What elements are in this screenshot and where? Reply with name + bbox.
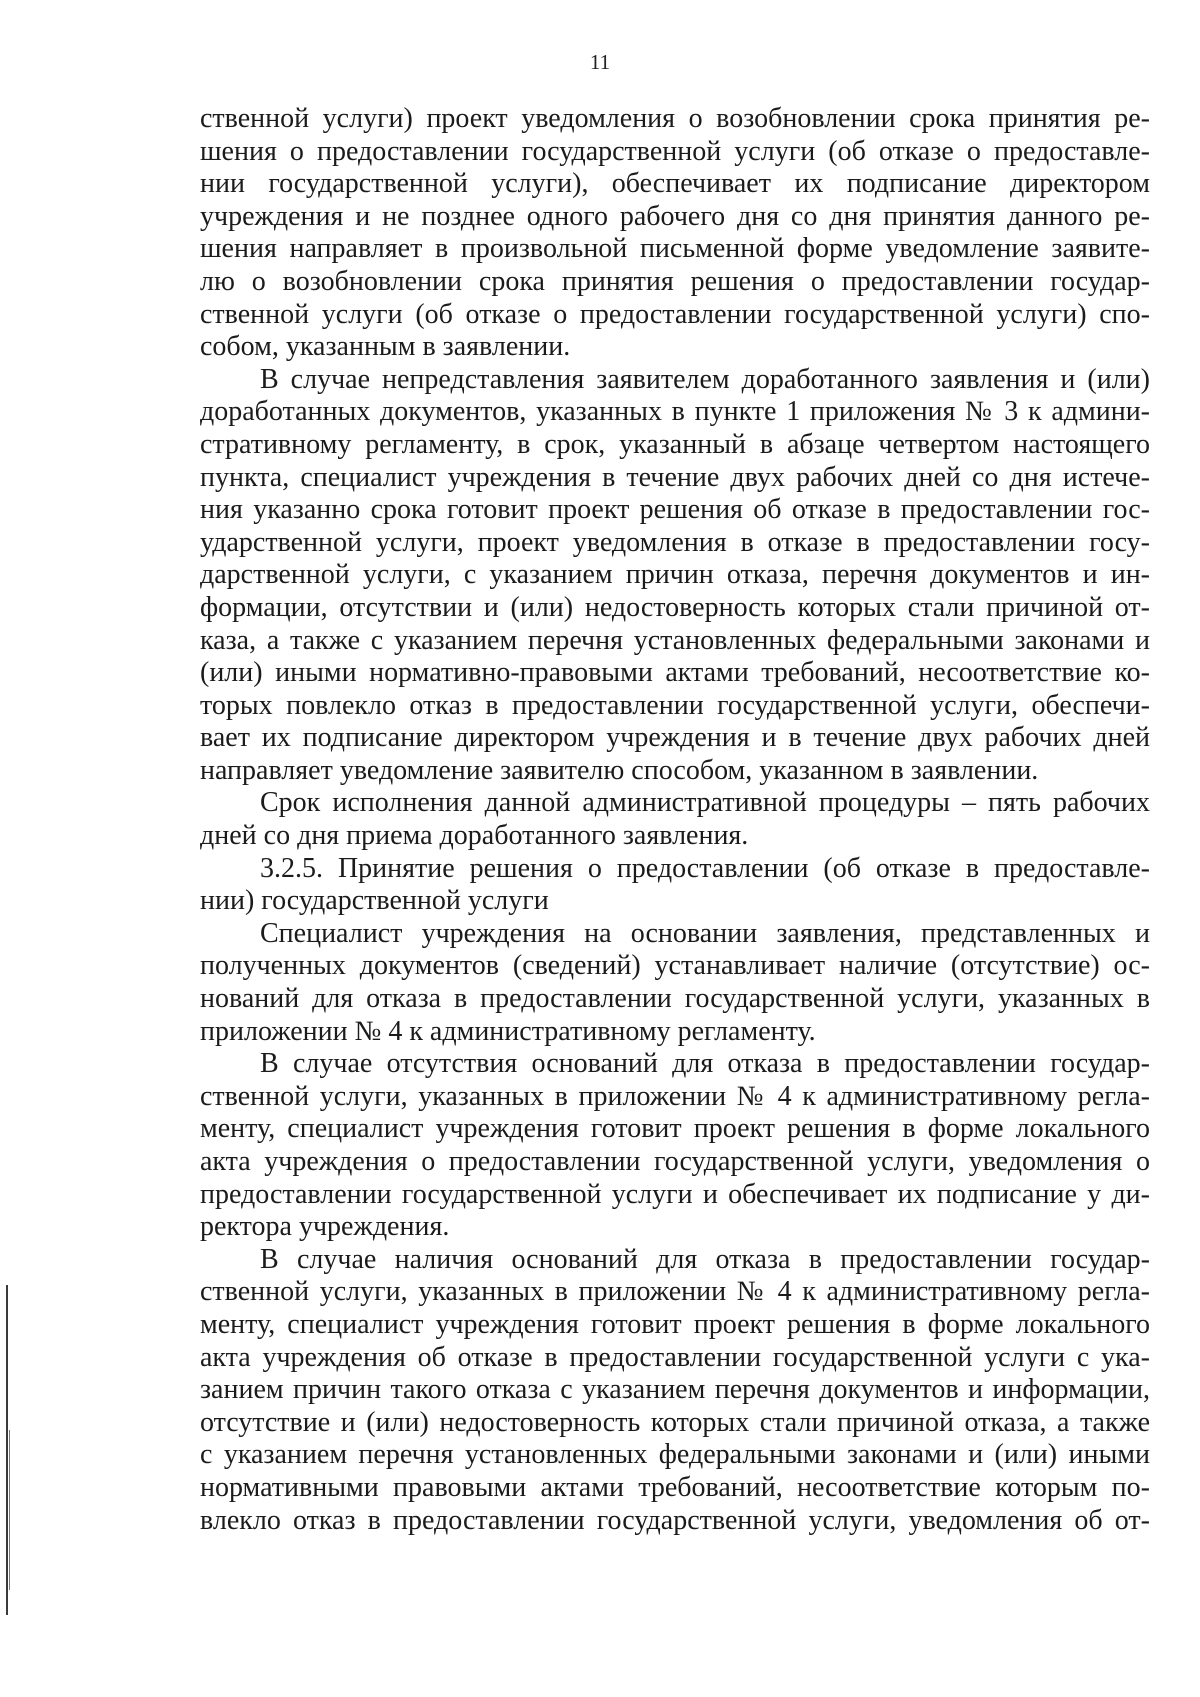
text-line: дарственной услуги, с указанием причин отказа, перечня документов и ин- xyxy=(200,559,1150,591)
text-line: ния указанно срока готовит проект решения об отказе в предоставлении гос- xyxy=(200,494,1150,526)
text-line: нии государственной услуги), обеспечивает их подписание директором xyxy=(200,168,1150,200)
text-line: ственной услуги) проект уведомления о возобновлении срока принятия ре- xyxy=(200,103,1150,134)
text-line: шения направляет в произвольной письменной форме уведомление заявите- xyxy=(200,233,1150,265)
text-line: каза, а также с указанием перечня установленных федеральными законами и xyxy=(200,624,1150,656)
text-line: шения о предоставлении государственной услуги (об отказе о предоставле- xyxy=(200,135,1150,167)
text-line: акта учреждения об отказе в предоставлении государственной услуги с ука- xyxy=(200,1341,1150,1373)
text-line: занием причин такого отказа с указанием перечня документов и информации, xyxy=(200,1374,1150,1406)
text-line: 3.2.5. Принятие решения о предоставлении (об отказе в предоставле- xyxy=(260,852,1150,884)
text-line: вает их подписание директором учреждения и в течение двух рабочих дней xyxy=(200,722,1150,754)
text-line: формации, отсутствии и (или) недостоверность которых стали причиной от- xyxy=(200,591,1150,623)
text-line: собом, указанным в заявлении. xyxy=(200,331,571,363)
text-line: ственной услуги, указанных в приложении № 4 к административному регла- xyxy=(200,1276,1150,1308)
page-number: 11 xyxy=(589,50,611,74)
text-line: приложении № 4 к административному регламенту. xyxy=(200,1015,816,1047)
text-line: нии) государственной услуги xyxy=(200,885,549,917)
text-line: предоставлении государственной услуги и обеспечивает их подписание у ди- xyxy=(200,1178,1150,1210)
text-line: акта учреждения о предоставлении государственной услуги, уведомления о xyxy=(200,1146,1150,1177)
text-line: ударственной услуги, проект уведомления в отказе в предоставлении госу- xyxy=(200,526,1150,558)
text-line: направляет уведомление заявителю способом, указанном в заявлении. xyxy=(200,754,1039,786)
text-line: дней со дня приема доработанного заявления. xyxy=(200,820,749,852)
text-line: лю о возобновлении срока принятия решения о предоставлении государ- xyxy=(200,265,1150,297)
text-line: отсутствие и (или) недостоверность которых стали причиной отказа, а также xyxy=(200,1406,1150,1438)
text-line: ственной услуги, указанных в приложении № 4 к административному регла- xyxy=(200,1080,1150,1112)
text-line: Срок исполнения данной административной процедуры – пять рабочих xyxy=(260,787,1150,819)
text-line: полученных документов (сведений) устанавливает наличие (отсутствие) ос- xyxy=(200,950,1150,982)
text-line: доработанных документов, указанных в пункте 1 приложения № 3 к админи- xyxy=(200,396,1150,428)
text-line: В случае наличия оснований для отказа в предоставлении государ- xyxy=(260,1243,1150,1275)
text-line: менту, специалист учреждения готовит проект решения в форме локального xyxy=(200,1113,1150,1145)
scan-edge-line xyxy=(9,1430,10,1590)
document-body xyxy=(200,103,1150,1537)
text-line: нормативными правовыми актами требований, несоответствие которым по- xyxy=(200,1471,1150,1503)
text-line: (или) иными нормативно-правовыми актами требований, несоответствие ко- xyxy=(200,657,1150,689)
text-line: стративному регламенту, в срок, указанный в абзаце четвертом настоящего xyxy=(200,428,1150,460)
text-line: пункта, специалист учреждения в течение двух рабочих дней со дня истече- xyxy=(200,461,1150,493)
text-line: менту, специалист учреждения готовит проект решения в форме локального xyxy=(200,1308,1150,1340)
text-line: нований для отказа в предоставлении государственной услуги, указанных в xyxy=(200,983,1150,1015)
text-line: ректора учреждения. xyxy=(200,1211,450,1243)
text-line: торых повлекло отказ в предоставлении государственной услуги, обеспечи- xyxy=(200,689,1150,721)
text-line: ственной услуги (об отказе о предоставлении государственной услуги) спо- xyxy=(200,298,1150,330)
text-line: В случае отсутствия оснований для отказа в предоставлении государ- xyxy=(260,1048,1150,1080)
text-line: В случае непредставления заявителем доработанного заявления и (или) xyxy=(260,363,1150,395)
text-line: учреждения и не позднее одного рабочего дня со дня принятия данного ре- xyxy=(200,200,1150,232)
text-line: с указанием перечня установленных федеральными законами и (или) иными xyxy=(200,1439,1150,1471)
text-line: влекло отказ в предоставлении государственной услуги, уведомления об от- xyxy=(200,1504,1150,1536)
scan-edge-line xyxy=(6,1285,8,1615)
text-line: Специалист учреждения на основании заявления, представленных и xyxy=(260,917,1150,949)
